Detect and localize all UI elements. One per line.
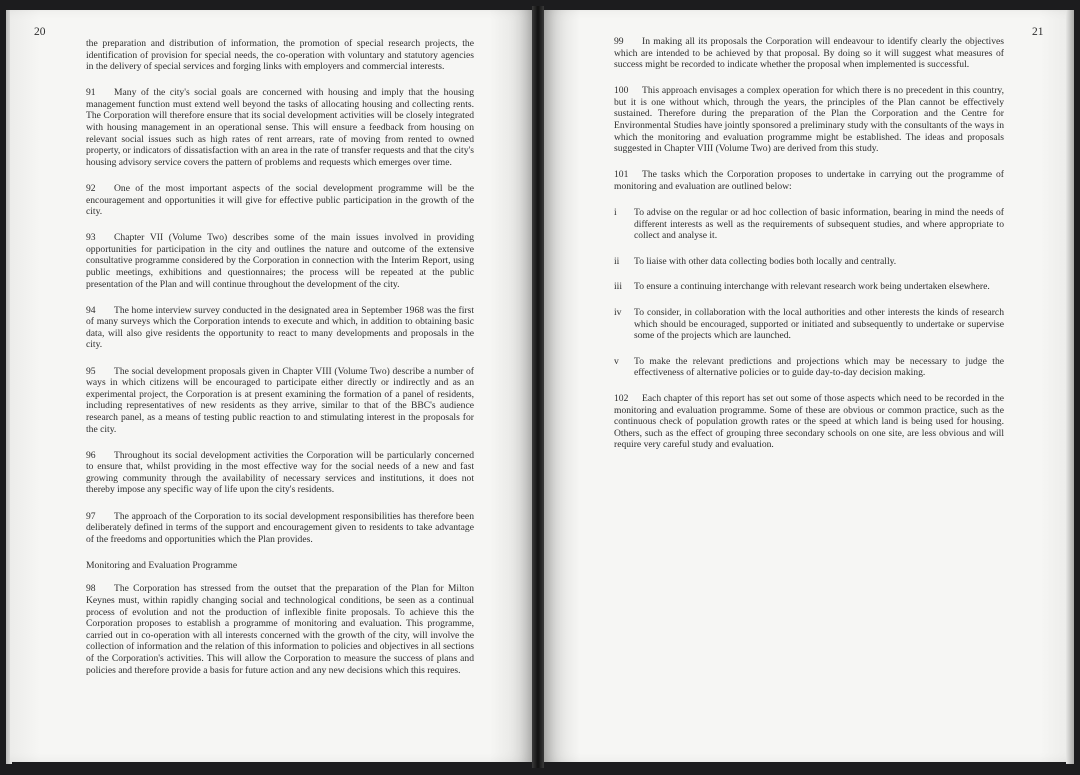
paragraph-98: 98 The Corporation has stressed from the outset that the preparation of the Plan for Milton Keynes must, within rapidly changing social and technological conditions, be seen as a continual process of evolution and not the production of inflexible finite proposals. To achieve this the Corporation proposes to establish a programme of monitoring and evaluation. This programme, carried out in co-operation with all interests concerned with the growth of the city, will involve the collection of information and the relation of this information to policies and objectives in all sections of the Corporation's activities. This will allow the Corporation to measure the success of plans and policies and therefore provide a basis for future action and any new decisions which this requires. xyxy=(86,583,474,676)
page-number-right: 21 xyxy=(1032,26,1044,38)
paragraph-93: 93 Chapter VII (Volume Two) describes some of the main issues involved in providing opportunities for participation in the city and outlines the nature and outcome of the extensive consultative programme considered by the Corporation in connection with the Interim Report, using public meetings, exhibitions and questionnaires; the process will be repeated at the public presentation of the Plan and will continue throughout the development of the city. xyxy=(86,232,474,290)
paragraph-101: 101 The tasks which the Corporation proposes to undertake in carrying out the programme of monitoring and evaluation are outlined below: xyxy=(614,169,1004,192)
paragraph-96: 96 Throughout its social development activities the Corporation will be particularly concerned to ensure that, whilst providing in the most effective way for the social needs of a new and fast growing community through the availability of necessary services and institutions, it does not thereby impose any specific way of life upon the city's residents. xyxy=(86,449,474,496)
paragraph-91: 91 Many of the city's social goals are concerned with housing and imply that the housing management function must extend well beyond the tasks of allocating housing and collecting rents. The Corporation will therefore ensure that its social development activities will be closely integrated with housing management in an operational sense. This will ensure a feedback from housing on relevant social issues such as high rates of rent arrears, rate of moving from rented to owned property, or indicators of dissatisfaction with an area in the rate of transfer requests and that the city's housing advisory service covers the pattern of problems and requests which emerges over time. xyxy=(86,87,474,168)
paragraph-95: 95 The social development proposals given in Chapter VIII (Volume Two) describe a number of ways in which citizens will be encouraged to participate either directly or indirectly and as an experimental project, the Corporation is at present examining the formation of a panel of residents, including representatives of new residents as they arrive, similar to that of the BBC's audience research panel, as a means of testing public reaction to and stimulating interest in the proposals for the city. xyxy=(86,365,474,435)
book-gutter xyxy=(532,6,544,768)
paragraph-100: 100 This approach envisages a complex operation for which there is no precedent in this country, but it is one without which, through the years, the principles of the Plan cannot be effectively sustained. Therefore during the preparation of the Plan the Corporation and the Centre for Environmental Studies have jointly sponsored a preliminary study with the consultants of the ways in which the monitoring and evaluation programme might be established. The ideas and proposals suggested in Chapter VIII (Volume Two) are derived from this study. xyxy=(614,85,1004,155)
right-page-text xyxy=(614,36,1004,465)
list-item-iv: iv To consider, in collaboration with the local authorities and other interests the kinds of research which should be encouraged, supported or initiated and subsequently to undertake or supervise some of the projects which are launched. xyxy=(614,307,1004,342)
paragraph-94: 94 The home interview survey conducted in the designated area in September 1968 was the first of many surveys which the Corporation intends to execute and which, in addition to obtaining basic data, will also give residents the opportunity to react to many developments and proposals in the city. xyxy=(86,304,474,351)
paragraph-92: 92 One of the most important aspects of the social development programme will be the encouragement and opportunities it will give for effective public participation in the growth of the city. xyxy=(86,182,474,218)
page-number-left: 20 xyxy=(34,26,46,38)
paragraph-99: 99 In making all its proposals the Corporation will endeavour to identify clearly the objectives which are intended to be achieved by that proposal. By doing so it will suggest what measures of success might be recorded to indicate whether the proposal when implemented is successful. xyxy=(614,36,1004,71)
list-item-v: v To make the relevant predictions and projections which may be necessary to judge the effectiveness of alternative policies or to guide day-to-day decision making. xyxy=(614,355,1004,379)
list-item-i: i To advise on the regular or ad hoc collection of basic information, bearing in mind the needs of different interests as well as the requirements of subsequent studies, and where appropriate to collect and analyse it. xyxy=(614,207,1004,242)
right-page-edge xyxy=(1066,10,1074,764)
paragraph-97: 97 The approach of the Corporation to its social development responsibilities has therefore been deliberately defined in terms of the support and encouragement given to residents to take advantage of the freedoms and opportunities which the Plan provides. xyxy=(86,510,474,545)
list-item-iii: iii To ensure a continuing interchange with relevant research work being undertaken elsewhere. xyxy=(614,281,990,293)
section-heading: Monitoring and Evaluation Programme xyxy=(86,559,238,571)
paragraph: the preparation and distribution of information, the promotion of special research projects, the identification of provision for special needs, the co-operation with voluntary and statutory agencies in the delivery of special services and forging links with employers and commercial interests. xyxy=(86,38,474,73)
left-page-text xyxy=(86,38,474,691)
list-item-ii: ii To liaise with other data collecting bodies both locally and centrally. xyxy=(614,255,897,267)
paragraph-102: 102 Each chapter of this report has set out some of those aspects which need to be recorded in the monitoring and evaluation programme. Some of these are obvious or common practice, such as the continuous check of population growth rates or the speed at which land is being used for housing. Others, such as the effect of grouping three secondary schools on one site, are less obvious and will require very careful study and evaluation. xyxy=(614,392,1004,451)
